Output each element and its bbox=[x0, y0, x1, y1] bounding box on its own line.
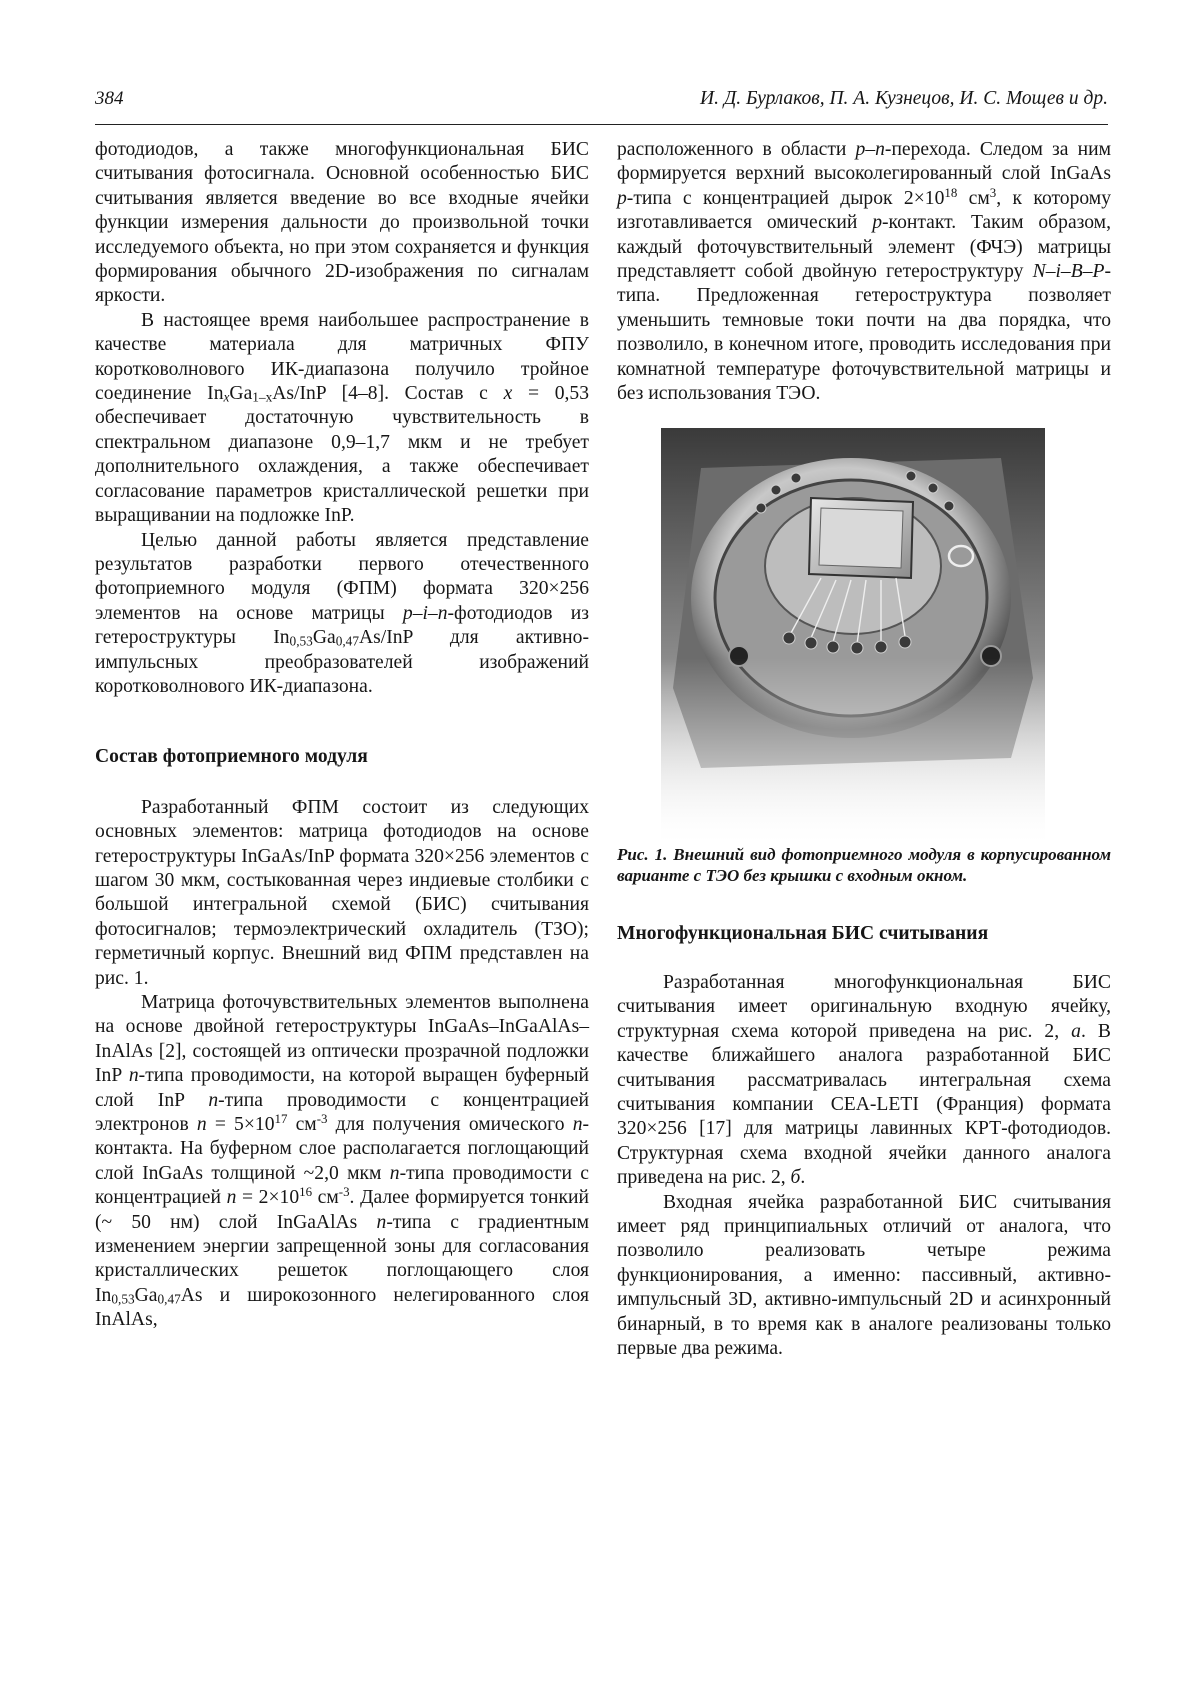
page-number: 384 bbox=[95, 88, 124, 109]
section-heading: Многофункциональная БИС считывания bbox=[617, 923, 989, 945]
running-title: И. Д. Бурлаков, П. А. Кузнецов, И. С. Мощев и др. bbox=[699, 88, 1108, 109]
paragraph: Входная ячейка разработанной БИС считывания имеет ряд принципиальных отличий от аналога, что позволило реализовать четыре режима функционирования, а именно: пассивный, активно-импульсный 3D, активно-импульсный 2D и асинхронный бинарный, в то время как в аналоге реализованы только первые два режима. bbox=[617, 1191, 1111, 1359]
paragraph: В настоящее время наибольшее распространение в качестве материала для матричных ФПУ коротковолнового ИК-диапазона получило тройное соединение $In_xGa_{1-x}As$/InP [4–8]. Состав с x = 0,53 обеспечивает достаточную чувствительность в спектральном диапазоне 0,9–1,7 мкм и не требует дополнительного охлаждения, а также обеспечивает согласование параметров кристаллической решетки при выращивании на подложке InP. bbox=[95, 309, 590, 527]
paragraph: расположенного в области p–n-перехода. Следом за ним формируется верхний высоколегированный слой InGaAs p-типа с концентрацией дырок $2\times 10^{18}$ $см^3$, к которому изготавливается омический p-контакт. Таким образом, каждый фоточувствительный элемент (ФЧЭ) матрицы представляетт собой двойную гетероструктуру N–i–B–P-типа. Предложенная гетероструктура позволяет уменьшить темновые токи почти на два порядка, что позволило, в конечном итоге, проводить исследования при комнатной температуре фоточувствительной матрицы и без использования ТЭО. bbox=[617, 139, 1112, 405]
photo-module-image bbox=[661, 428, 1045, 844]
paragraph: фотодиодов, а также многофункциональная БИС считывания фотосигнала. Основной особенностью БИС считывания является введение во все входные ячейки функции измерения дальности до произвольной точки исследуемого объекта, но при этом сохраняется и функция формирования обычного 2D-изображения по сигналам яркости. bbox=[95, 139, 589, 307]
paragraph: Целью данной работы является представление результатов разработки первого отечественного фотоприемного модуля (ФПМ) формата 320×256 элементов на основе матрицы p–i–n-фотодиодов из гетероструктуры $In_{0,53}Ga_{0,47}As$/InP для активно-импульсных преобразователей изображений коротковолнового ИК-диапазона. bbox=[95, 529, 589, 697]
left-column bbox=[95, 138, 589, 1333]
paragraph: Разработанная многофункциональная БИС считывания имеет оригинальную входную ячейку, структурная схема которой приведена на рис. 2, а. В качестве ближайшего аналога разработанной БИС считывания рассматривалась интегральная схема считывания компании CEA-LETI (Франция) формата 320×256 [17] для матрицы лавинных КРТ-фотодиодов. Структурная схема входной ячейки данного аналога приведена на рис. 2, б. bbox=[617, 971, 1111, 1189]
page-header bbox=[95, 88, 1108, 125]
paragraph: Разработанный ФПМ состоит из следующих основных элементов: матрица фотодиодов на основе гетероструктуры InGaAs/InP формата 320×256 элементов с шагом 30 мкм, состыкованная через индиевые столбики с большой интегральной схемой (БИС) считывания фотосигналов; термоэлектрический охладитель (ТЗО); герметичный корпус. Внешний вид ФПМ представлен на рис. 1. bbox=[95, 796, 589, 989]
figure-1-photo bbox=[661, 428, 1045, 844]
section-heading: Состав фотоприемного модуля bbox=[95, 746, 368, 768]
figure-caption: Рис. 1. Внешний вид фотоприемного модуля в корпусированном варианте с ТЭО без крышки с входным окном. bbox=[617, 845, 1112, 886]
paragraph: Матрица фоточувствительных элементов выполнена на основе двойной гетероструктуры InGaAs–InGaAlAs–InAlAs [2], состоящей из оптически прозрачной подложки InP n-типа проводимости, на которой выращен буферный слой InP n-типа проводимости с концентрацией электронов $n = 5\times 10^{17}$ $см^{-3}$ для получения омического n-контакта. На буферном слое располагается поглощающий слой InGaAs толщиной ~2,0 мкм n-типа проводимости с концентрацией $n = 2\times 10^{16}$ $см^{-3}$. Далее формируется тонкий (~ 50 нм) слой InGaAlAs n-типа с градиентным изменением энергии запрещенной зоны для согласования кристаллических решеток поглощающего слоя $In_{0,53}Ga_{0,47}As$ и широкозонного нелегированного слоя InAlAs, bbox=[95, 992, 590, 1331]
right-column bbox=[617, 138, 1111, 1361]
